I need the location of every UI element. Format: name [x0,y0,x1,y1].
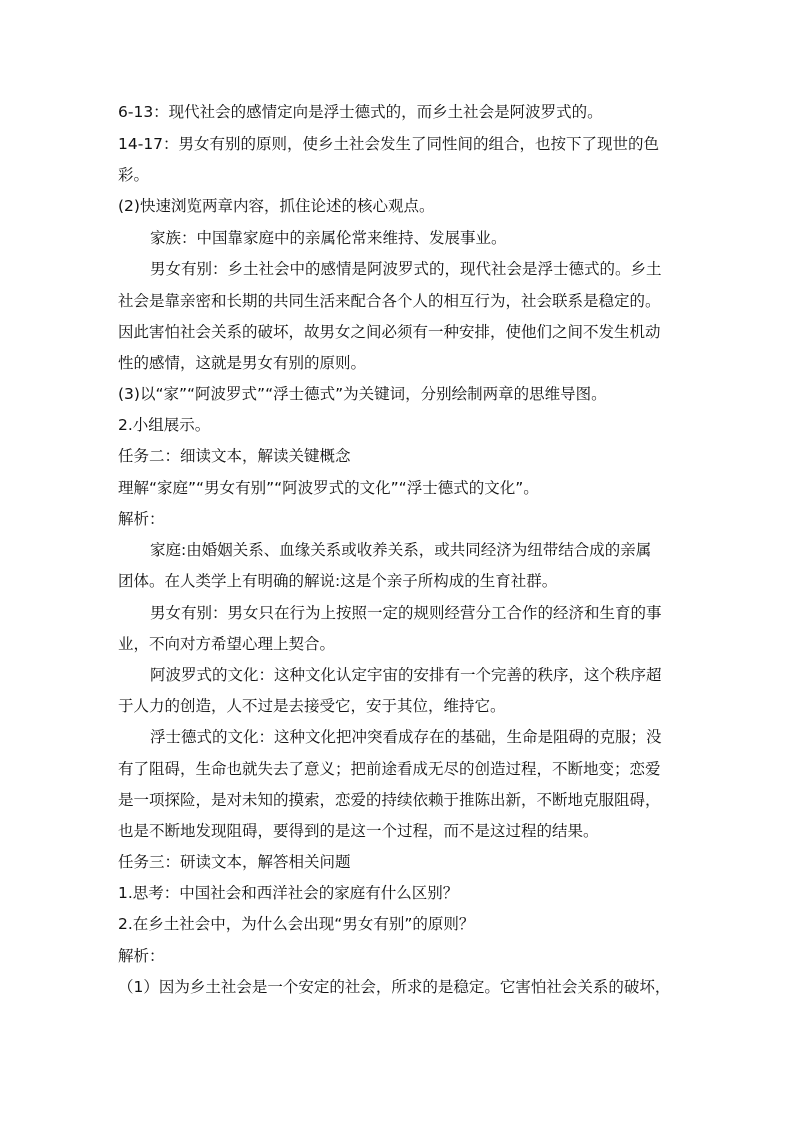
text-line: 因此害怕社会关系的破坏，故男女之间必须有一种安排，使他们之间不发生机动 [118,323,661,341]
text-line: 彩。 [118,166,150,184]
text-line: 阿波罗式的文化：这种文化认定宇宙的安排有一个完善的秩序，这个秩序超 [150,666,662,684]
text-line: 男女有别：男女只在行为上按照一定的规则经营分工合作的经济和生育的事 [150,604,662,622]
text-line: 解析： [118,947,165,965]
text-line: 也是不断地发现阻碍，要得到的是这一个过程，而不是这过程的结果。 [118,822,599,840]
text-line: 是一项探险，是对未知的摸索，恋爱的持续依赖于推陈出新，不断地克服阻碍， [118,791,661,809]
text-line: 业，不向对方希望心理上契合。 [118,635,336,653]
text-line: 解析： [118,510,165,528]
text-line: 家族：中国靠家庭中的亲属伦常来维持、发展事业。 [150,229,507,247]
text-line: 1.思考：中国社会和西洋社会的家庭有什么区别？ [118,884,459,902]
text-line: (3)以“家”“阿波罗式”“浮士德式”为关键词，分别绘制两章的思维导图。 [118,385,607,403]
text-line: 2.在乡土社会中，为什么会出现“男女有别”的原则？ [118,915,475,933]
text-line: 男女有别：乡土社会中的感情是阿波罗式的，现代社会是浮士德式的。乡土 [150,260,662,278]
text-line: 有了阻碍，生命也就失去了意义；把前途看成无尽的创造过程，不断地变；恋爱 [118,760,661,778]
text-line: 理解“家庭”“男女有别”“阿波罗式的文化”“浮士德式的文化”。 [118,479,539,497]
text-line: 浮士德式的文化：这种文化把冲突看成存在的基础，生命是阻碍的克服；没 [150,728,662,746]
text-line: 团体。在人类学上有明确的解说:这是个亲子所构成的生育社群。 [118,572,558,590]
section-heading: 任务二：细读文本，解读关键概念 [118,447,351,465]
section-heading: 任务三：研读文本，解答相关问题 [118,853,351,871]
text-line: 家庭:由婚姻关系、血缘关系或收养关系，或共同经济为纽带结合成的亲属 [150,541,652,559]
text-line: 性的感情，这就是男女有别的原则。 [118,354,367,372]
text-line: 2.小组展示。 [118,416,211,434]
text-line: 14-17：男女有别的原则，使乡土社会发生了同性间的组合，也按下了现世的色 [118,135,660,153]
text-line: 6-13：现代社会的感情定向是浮士德式的，而乡土社会是阿波罗式的。 [118,103,603,121]
text-line: (2)快速浏览两章内容，抓住论述的核心观点。 [118,197,435,215]
text-line: 于人力的创造，人不过是去接受它，安于其位，维持它。 [118,697,506,715]
text-line: （1）因为乡土社会是一个安定的社会，所求的是稳定。它害怕社会关系的破坏， [118,978,671,996]
text-line: 社会是靠亲密和长期的共同生活来配合各个人的相互行为，社会联系是稳定的。 [118,292,661,310]
